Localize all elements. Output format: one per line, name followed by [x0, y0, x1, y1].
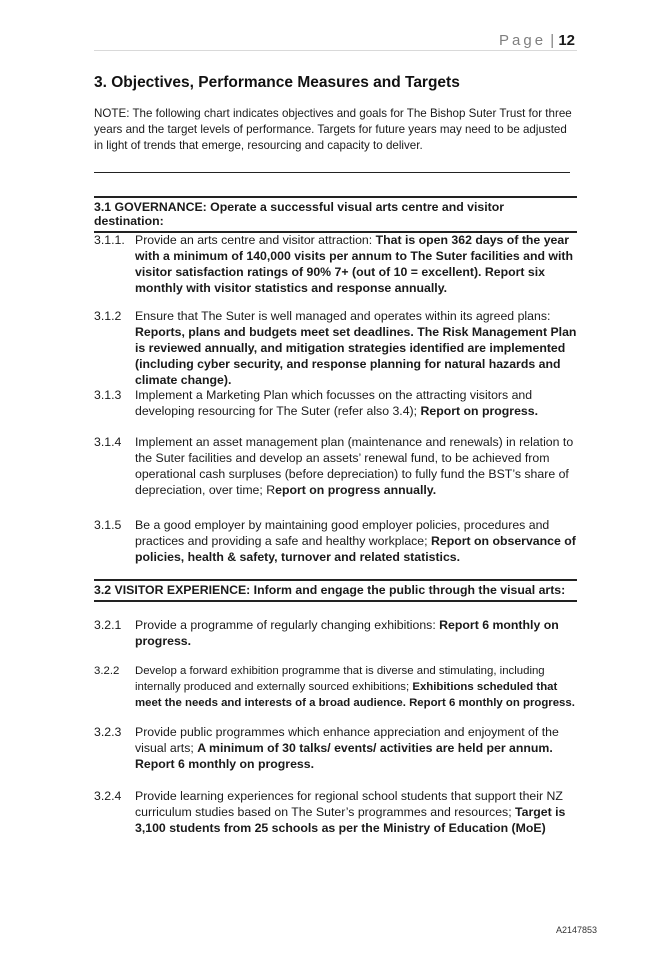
item-number: 3.1.4	[94, 435, 122, 449]
item-number: 3.1.1.	[94, 233, 125, 247]
item-number: 3.2.2	[94, 665, 120, 677]
item-number: 3.2.3	[94, 725, 122, 739]
item-number: 3.1.5	[94, 518, 122, 532]
list-item	[94, 308, 584, 388]
page-number: 12	[558, 32, 575, 49]
item-text: Implement a Marketing Plan which focusses on the attracting visitors and developing resourcing for The Suter (refer also 3.4); Report on progress.	[135, 388, 539, 418]
item-text: Be a good employer by maintaining good employer policies, procedures and practices and providing a safe and healthy workplace; Report on observance of policies, health & safety, turnover and related statistics.	[135, 518, 576, 564]
list-item	[94, 617, 584, 649]
separator-line	[94, 172, 570, 173]
governance-heading: 3.1 GOVERNANCE: Operate a successful visual arts centre and visitor destination:	[94, 196, 577, 233]
page-number-header	[499, 32, 575, 49]
list-item	[94, 663, 584, 711]
item-number: 3.2.1	[94, 618, 122, 632]
item-text: Implement an asset management plan (maintenance and renewals) in relation to the Suter facilities and develop an assets’ renewal fund, to be achieved from operational cash surpluses (before depreciation) to fully fund the BST’s share of depreciation, over time; Report on progress annually.	[135, 435, 574, 497]
section-title: 3. Objectives, Performance Measures and Targets	[94, 74, 460, 91]
item-text: Provide learning experiences for regional school students that support their NZ curriculum studies based on The Suter’s programmes and resources; Target is 3,100 students from 25 schools as per the Ministry of Education (MoE)	[135, 789, 566, 835]
item-number: 3.1.3	[94, 388, 122, 402]
item-text: Develop a forward exhibition programme that is diverse and stimulating, including internally produced and externally sourced exhibitions; Exhibitions scheduled that meet the needs and interests of a broad audience. Report 6 monthly on progress.	[135, 665, 575, 709]
list-item	[94, 788, 584, 836]
section-note: NOTE: The following chart indicates objectives and goals for The Bishop Suter Trust for three years and the target levels of performance. Targets for future years may need to be adjusted in light of trends that emerge, resourcing and capacity to deliver.	[94, 107, 572, 152]
item-text: Provide public programmes which enhance appreciation and enjoyment of the visual arts; A minimum of 30 talks/ events/ activities are held per annum. Report 6 monthly on progress.	[135, 725, 559, 771]
list-item	[94, 724, 584, 772]
document-id: A2147853	[555, 925, 597, 935]
item-text: Provide a programme of regularly changing exhibitions: Report 6 monthly on progress.	[135, 618, 559, 648]
list-item	[94, 232, 584, 296]
list-item	[94, 387, 584, 419]
list-item	[94, 517, 584, 565]
item-text: Provide an arts centre and visitor attraction: That is open 362 days of the year with a minimum of 140,000 visits per annum to The Suter facilities and with visitor satisfaction ratings of 90% 7+ (out of 10 = excellent). Report six monthly with visitor statistics and response annually.	[135, 233, 574, 295]
page-separator: |	[550, 32, 555, 49]
header-rule	[94, 50, 577, 51]
item-number: 3.2.4	[94, 789, 122, 803]
item-number: 3.1.2	[94, 309, 122, 323]
visitor-experience-heading: 3.2 VISITOR EXPERIENCE: Inform and engage the public through the visual arts:	[94, 579, 577, 602]
page-word: Page	[499, 32, 547, 49]
list-item	[94, 434, 584, 498]
item-text: Ensure that The Suter is well managed and operates within its agreed plans: Reports, plans and budgets meet set deadlines. The Risk Management Plan is reviewed annually, and mitigation strategies identified are implemented (including cyber security, and response planning for natural hazards and climate change).	[135, 309, 577, 387]
